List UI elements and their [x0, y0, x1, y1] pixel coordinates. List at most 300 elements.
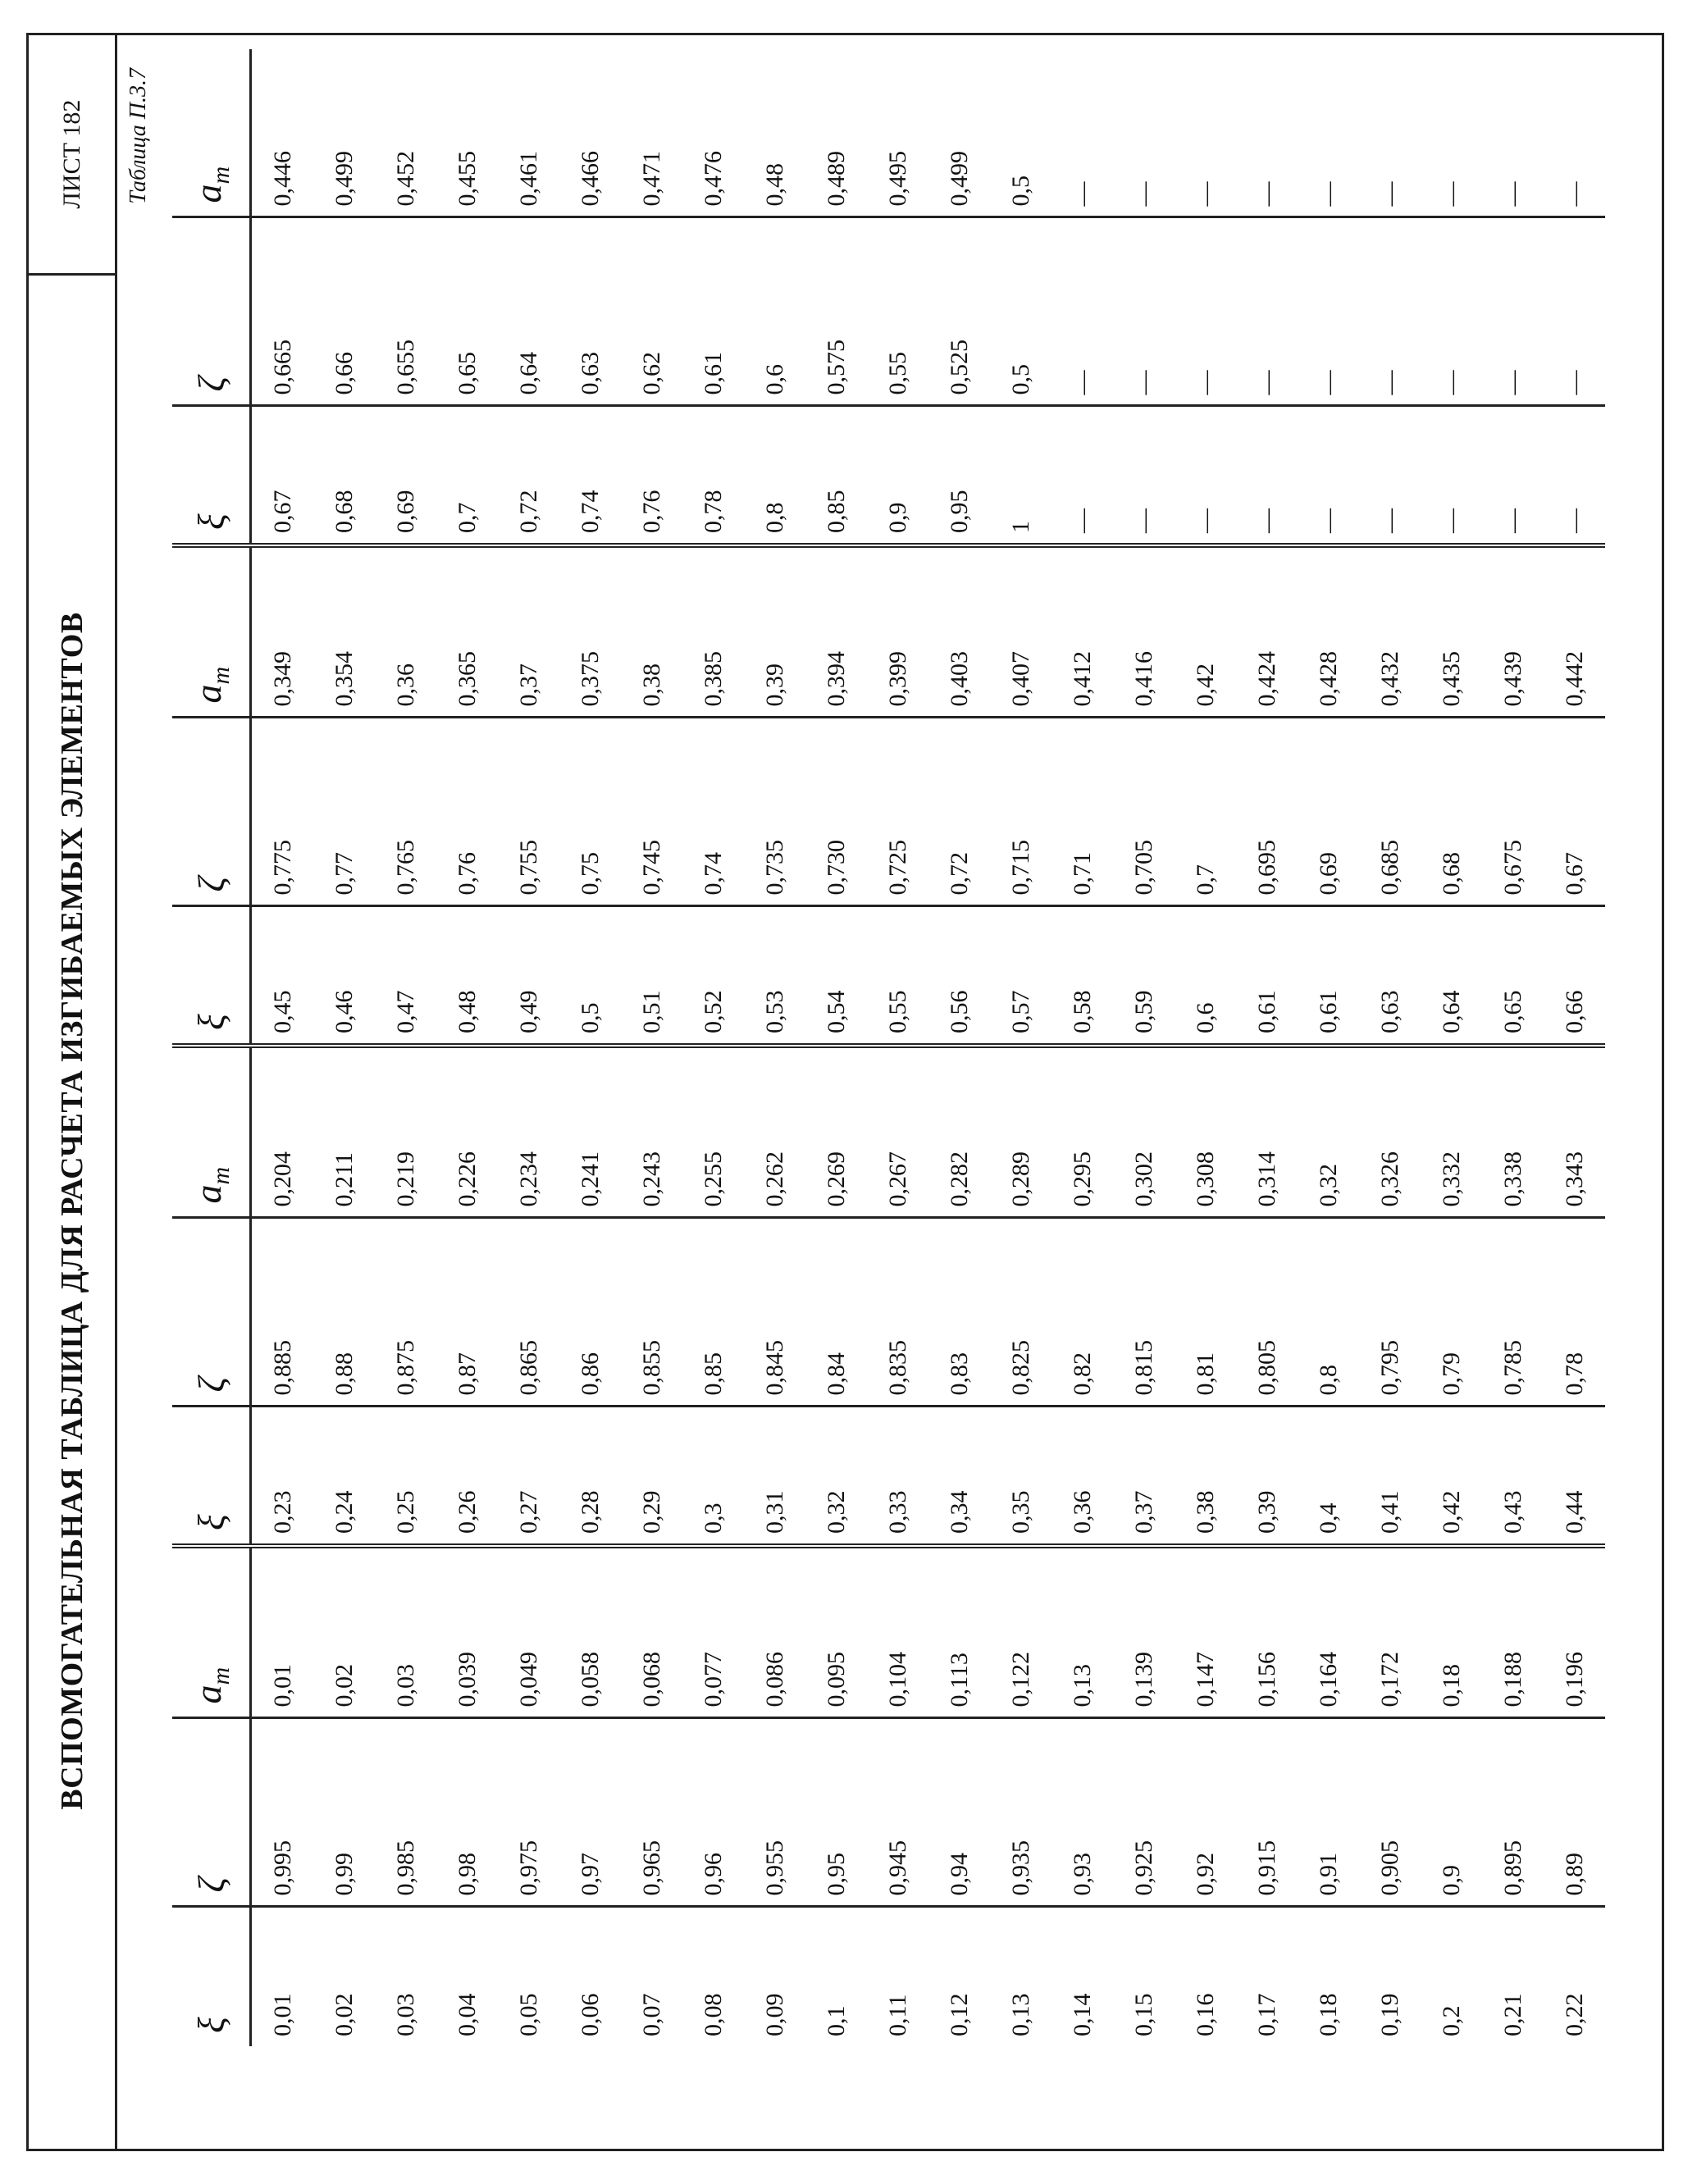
- table-cell: 0,825: [990, 1218, 1052, 1407]
- table-cell: 0,47: [375, 906, 436, 1046]
- table-cell: 0,92: [1175, 1718, 1236, 1907]
- table-cell: 0,452: [375, 49, 436, 217]
- table-cell: 0,815: [1113, 1218, 1175, 1407]
- table-cell: 0,156: [1236, 1546, 1298, 1718]
- table-cell: —: [1236, 406, 1298, 545]
- header-am-letter: a: [186, 684, 229, 704]
- table-row: [805, 49, 867, 2046]
- table-row: [498, 49, 559, 2046]
- table-cell: 0,435: [1421, 545, 1482, 718]
- table-cell: 0,37: [1113, 1407, 1175, 1546]
- header-am-subscript: m: [208, 666, 235, 685]
- table-cell: 0,81: [1175, 1218, 1236, 1407]
- table-cell: 0,61: [1236, 906, 1298, 1046]
- table-cell: 0,49: [498, 906, 559, 1046]
- table-cell: 0,9: [1421, 1718, 1482, 1907]
- table-row: [559, 49, 621, 2046]
- table-cell: 0,36: [1052, 1407, 1113, 1546]
- table-cell: 0,21: [1499, 1993, 1526, 2036]
- table-cell: 0,442: [1544, 545, 1605, 718]
- table-cell: —: [1175, 217, 1236, 406]
- table-cell: 0,76: [621, 406, 682, 545]
- table-cell: 0,98: [436, 1718, 498, 1907]
- table-cell: 0,269: [805, 1046, 867, 1218]
- table-cell: —: [1544, 217, 1605, 406]
- table-row: [621, 49, 682, 2046]
- table-cell: 0,03: [375, 1546, 436, 1718]
- table-row: [1421, 49, 1482, 2046]
- table-cell: 0,695: [1236, 718, 1298, 906]
- table-cell: 0,48: [436, 906, 498, 1046]
- table-cell: 0,805: [1236, 1218, 1298, 1407]
- table-cell: 0,343: [1544, 1046, 1605, 1218]
- table-cell: 0,87: [436, 1218, 498, 1407]
- table-cell: 0,91: [1298, 1718, 1359, 1907]
- table-cell: 0,01: [268, 1993, 296, 2036]
- table-cell: —: [1236, 217, 1298, 406]
- table-cell: 0,75: [559, 718, 621, 906]
- table-cell: 0,354: [313, 545, 375, 718]
- table-cell: 0,915: [1236, 1718, 1298, 1907]
- table-cell: 0,41: [1359, 1407, 1421, 1546]
- table-cell: 0,289: [990, 1046, 1052, 1218]
- table-cell: 0,72: [498, 406, 559, 545]
- table-cell: 0,349: [251, 545, 314, 718]
- table-row: [1482, 49, 1544, 2046]
- table-cell: 0,267: [867, 1046, 928, 1218]
- table-cell: 0,139: [1113, 1546, 1175, 1718]
- table-cell: 0,69: [1298, 718, 1359, 906]
- table-cell: 0,65: [436, 217, 498, 406]
- table-cell: 0,19: [1375, 1993, 1403, 2036]
- table-cell: 0,38: [1175, 1407, 1236, 1546]
- table-cell: 0,74: [682, 718, 744, 906]
- table-cell: 0,905: [1359, 1718, 1421, 1907]
- table-row: [682, 49, 744, 2046]
- table-cell: 0,34: [928, 1407, 990, 1546]
- table-cell: 0,7: [1175, 718, 1236, 906]
- table-cell: 0,07: [637, 1993, 665, 2036]
- table-cell: —: [1298, 217, 1359, 406]
- table-cell: 0,18: [1314, 1993, 1342, 2036]
- table-cell: 0,399: [867, 545, 928, 718]
- table-cell: 0,2: [1437, 2005, 1465, 2036]
- header-am: [172, 1546, 251, 1718]
- table-cell: 0,365: [436, 545, 498, 718]
- table-cell: 0,655: [375, 217, 436, 406]
- table-cell: 0,16: [1191, 1993, 1219, 2036]
- table-cell: 0,46: [313, 906, 375, 1046]
- table-cell: 0,068: [621, 1546, 682, 1718]
- table-cell: 0,332: [1421, 1046, 1482, 1218]
- table-cell: 0,54: [805, 906, 867, 1046]
- table-cell: —: [1236, 49, 1298, 217]
- table-cell: 0,241: [559, 1046, 621, 1218]
- table-cell: 0,79: [1421, 1218, 1482, 1407]
- table-cell: 0,71: [1052, 718, 1113, 906]
- table-cell: 0,17: [1252, 1993, 1280, 2036]
- table-cell: 0,575: [805, 217, 867, 406]
- table-cell: 0,219: [375, 1046, 436, 1218]
- table-cell: 0,725: [867, 718, 928, 906]
- table-cell: 0,995: [251, 1718, 314, 1907]
- table-cell: 0,077: [682, 1546, 744, 1718]
- table-cell: 0,85: [682, 1218, 744, 1407]
- table-cell: 0,83: [928, 1218, 990, 1407]
- table-cell: 0,234: [498, 1046, 559, 1218]
- table-cell: 0,64: [498, 217, 559, 406]
- table-cell: 0,03: [391, 1993, 419, 2036]
- table-cell: 0,965: [621, 1718, 682, 1907]
- table-cell: 0,55: [867, 217, 928, 406]
- table-cell: 0,855: [621, 1218, 682, 1407]
- table-row: [375, 49, 436, 2046]
- table-row: [1236, 49, 1298, 2046]
- header-zeta: ζ: [172, 217, 251, 406]
- table-cell: 0,06: [576, 1993, 604, 2036]
- table-cell: 0,65: [1482, 906, 1544, 1046]
- header-am: [172, 1046, 251, 1218]
- table-cell: 0,499: [928, 49, 990, 217]
- table-cell: 0,63: [1359, 906, 1421, 1046]
- table-cell: 0,93: [1052, 1718, 1113, 1907]
- table-cell: 0,67: [1544, 718, 1605, 906]
- table-cell: 0,23: [251, 1407, 314, 1546]
- table-cell: 0,39: [1236, 1407, 1298, 1546]
- table-row: [928, 49, 990, 2046]
- table-cell: 0,89: [1544, 1718, 1605, 1907]
- table-row: [990, 49, 1052, 2046]
- table-cell: —: [1298, 49, 1359, 217]
- table-cell: 0,7: [436, 406, 498, 545]
- table-cell: —: [1421, 49, 1482, 217]
- table-row: [1359, 49, 1421, 2046]
- table-cell: 0,8: [744, 406, 805, 545]
- table-row: [1113, 49, 1175, 2046]
- table-cell: 0,428: [1298, 545, 1359, 718]
- table-cell: —: [1482, 217, 1544, 406]
- table-cell: 0,314: [1236, 1046, 1298, 1218]
- header-band: [29, 35, 117, 2149]
- table-cell: 0,476: [682, 49, 744, 217]
- header-zeta: ζ: [172, 1218, 251, 1407]
- table-cell: 0,755: [498, 718, 559, 906]
- table-cell: 0,25: [375, 1407, 436, 1546]
- table-cell: 0,5: [990, 49, 1052, 217]
- table-cell: —: [1359, 217, 1421, 406]
- table-row: [744, 49, 805, 2046]
- table-cell: 0,058: [559, 1546, 621, 1718]
- table-cell: 0,196: [1544, 1546, 1605, 1718]
- table-cell: 0,471: [621, 49, 682, 217]
- table-cell: 0,56: [928, 906, 990, 1046]
- table-cell: 0,407: [990, 545, 1052, 718]
- table-cell: 0,78: [682, 406, 744, 545]
- page-frame: [26, 33, 1664, 2151]
- table-cell: 0,495: [867, 49, 928, 217]
- header-xi: ξ: [172, 1907, 251, 2046]
- table-cell: 0,64: [1421, 906, 1482, 1046]
- header-am-letter: a: [186, 1184, 229, 1204]
- table-cell: 0,31: [744, 1407, 805, 1546]
- table-cell: 0,489: [805, 49, 867, 217]
- table-cell: 0,6: [744, 217, 805, 406]
- table-cell: 0,11: [883, 1994, 911, 2036]
- table-cell: 0,835: [867, 1218, 928, 1407]
- table-cell: 0,226: [436, 1046, 498, 1218]
- table-cell: 0,82: [1052, 1218, 1113, 1407]
- table-cell: 0,38: [621, 545, 682, 718]
- table-cell: 0,095: [805, 1546, 867, 1718]
- table-cell: —: [1052, 49, 1113, 217]
- table-cell: 0,935: [990, 1718, 1052, 1907]
- header-xi: ξ: [172, 406, 251, 545]
- table-cell: 0,36: [375, 545, 436, 718]
- table-cell: 0,78: [1544, 1218, 1605, 1407]
- header-zeta: ζ: [172, 718, 251, 906]
- table-cell: 0,104: [867, 1546, 928, 1718]
- table-cell: 0,204: [251, 1046, 314, 1218]
- table-cell: 0,37: [498, 545, 559, 718]
- header-am-letter: a: [186, 1685, 229, 1704]
- page-title: ВСПОМОГАТЕЛЬНАЯ ТАБЛИЦА ДЛЯ РАСЧЕТА ИЗГИБАЕМЫХ ЭЛЕМЕНТОВ: [54, 612, 89, 1810]
- table-cell: —: [1359, 49, 1421, 217]
- table-cell: 0,5: [990, 217, 1052, 406]
- table-cell: 0,55: [867, 906, 928, 1046]
- table-cell: 0,12: [945, 1993, 973, 2036]
- header-xi: ξ: [172, 906, 251, 1046]
- table-cell: 0,66: [313, 217, 375, 406]
- table-cell: —: [1544, 49, 1605, 217]
- table-cell: —: [1544, 406, 1605, 545]
- table-cell: 0,385: [682, 545, 744, 718]
- table-cell: 0,416: [1113, 545, 1175, 718]
- table-cell: 0,955: [744, 1718, 805, 1907]
- table-cell: 0,76: [436, 718, 498, 906]
- sheet-number: ЛИСТ 182: [29, 35, 115, 276]
- table-cell: 0,13: [1006, 1993, 1034, 2036]
- table-cell: 0,01: [251, 1546, 314, 1718]
- table-cell: 0,32: [805, 1407, 867, 1546]
- table-cell: 0,466: [559, 49, 621, 217]
- header-row: [172, 49, 251, 2046]
- header-xi: ξ: [172, 1407, 251, 1546]
- table-cell: 0,975: [498, 1718, 559, 1907]
- table-cell: 0,122: [990, 1546, 1052, 1718]
- table-cell: 0,675: [1482, 718, 1544, 906]
- table-cell: 0,665: [251, 217, 314, 406]
- table-cell: 0,95: [805, 1718, 867, 1907]
- table-cell: 0,04: [453, 1993, 481, 2036]
- table-cell: 0,66: [1544, 906, 1605, 1046]
- table-cell: 0,188: [1482, 1546, 1544, 1718]
- table-cell: 0,13: [1052, 1546, 1113, 1718]
- header-am-subscript: m: [208, 1666, 235, 1685]
- table-body: [251, 49, 1606, 2046]
- table-row: [313, 49, 375, 2046]
- table-cell: 0,338: [1482, 1046, 1544, 1218]
- table-cell: 0,67: [251, 406, 314, 545]
- table-cell: 0,86: [559, 1218, 621, 1407]
- table-label: Таблица П.3.7: [125, 68, 151, 204]
- table-row: [1175, 49, 1236, 2046]
- table-cell: —: [1113, 217, 1175, 406]
- table-cell: 0,68: [313, 406, 375, 545]
- table-cell: 0,8: [1298, 1218, 1359, 1407]
- table-cell: 0,745: [621, 718, 682, 906]
- table-cell: 0,765: [375, 718, 436, 906]
- table-cell: 0,94: [928, 1718, 990, 1907]
- table-row: [1298, 49, 1359, 2046]
- table-cell: 0,69: [375, 406, 436, 545]
- table-cell: —: [1113, 406, 1175, 545]
- table-cell: —: [1421, 217, 1482, 406]
- table-row: [1544, 49, 1605, 2046]
- table-cell: 0,6: [1175, 906, 1236, 1046]
- table-cell: 0,925: [1113, 1718, 1175, 1907]
- table-cell: 0,22: [1560, 1993, 1588, 2036]
- table-cell: 0,375: [559, 545, 621, 718]
- table-cell: 0,52: [682, 906, 744, 1046]
- table-cell: 0,525: [928, 217, 990, 406]
- table-cell: 0,326: [1359, 1046, 1421, 1218]
- table-cell: —: [1052, 217, 1113, 406]
- header-am-subscript: m: [208, 166, 235, 185]
- table-cell: 0,51: [621, 906, 682, 1046]
- table-cell: 0,99: [313, 1718, 375, 1907]
- table-cell: 0,84: [805, 1218, 867, 1407]
- table-cell: 0,85: [805, 406, 867, 545]
- table-cell: 0,57: [990, 906, 1052, 1046]
- table-cell: 0,4: [1298, 1407, 1359, 1546]
- table-cell: 0,455: [436, 49, 498, 217]
- table-cell: 0,9: [867, 406, 928, 545]
- table-cell: 0,88: [313, 1218, 375, 1407]
- table-cell: 0,302: [1113, 1046, 1175, 1218]
- table-cell: 0,211: [313, 1046, 375, 1218]
- table-cell: 0,685: [1359, 718, 1421, 906]
- table-cell: 0,499: [313, 49, 375, 217]
- header-zeta: ζ: [172, 1718, 251, 1907]
- table-row: [251, 49, 314, 2046]
- table-cell: 0,02: [330, 1993, 358, 2036]
- table-cell: 0,96: [682, 1718, 744, 1907]
- table-cell: —: [1482, 406, 1544, 545]
- table-cell: 0,164: [1298, 1546, 1359, 1718]
- table-cell: —: [1482, 49, 1544, 217]
- table-cell: 0,1: [822, 2005, 850, 2036]
- table-cell: 0,02: [313, 1546, 375, 1718]
- table-cell: 0,62: [621, 217, 682, 406]
- table-cell: 0,262: [744, 1046, 805, 1218]
- table-cell: 0,08: [699, 1993, 727, 2036]
- table-cell: 0,28: [559, 1407, 621, 1546]
- table-cell: —: [1298, 406, 1359, 545]
- table-cell: 0,243: [621, 1046, 682, 1218]
- table-cell: 0,845: [744, 1218, 805, 1407]
- table-cell: 0,61: [682, 217, 744, 406]
- table-cell: —: [1052, 406, 1113, 545]
- table-cell: 0,049: [498, 1546, 559, 1718]
- table-row: [436, 49, 498, 2046]
- table-cell: 0,44: [1544, 1407, 1605, 1546]
- table-cell: 0,5: [559, 906, 621, 1046]
- table-cell: —: [1113, 49, 1175, 217]
- table-cell: 0,15: [1129, 1993, 1157, 2036]
- table-cell: —: [1359, 406, 1421, 545]
- table-cell: 0,53: [744, 906, 805, 1046]
- table-cell: 0,43: [1482, 1407, 1544, 1546]
- table-cell: 0,039: [436, 1546, 498, 1718]
- table-row: [1052, 49, 1113, 2046]
- table-cell: 0,147: [1175, 1546, 1236, 1718]
- table-cell: 0,58: [1052, 906, 1113, 1046]
- table-cell: —: [1175, 49, 1236, 217]
- table-cell: 0,945: [867, 1718, 928, 1907]
- table-cell: 0,18: [1421, 1546, 1482, 1718]
- table-cell: 0,895: [1482, 1718, 1544, 1907]
- table-cell: 0,05: [514, 1993, 542, 2036]
- table-cell: 0,09: [760, 1993, 788, 2036]
- table-cell: 0,255: [682, 1046, 744, 1218]
- table-cell: 0,461: [498, 49, 559, 217]
- table-cell: 0,63: [559, 217, 621, 406]
- header-am-letter: a: [186, 184, 229, 203]
- table-cell: —: [1175, 406, 1236, 545]
- table-cell: 0,42: [1175, 545, 1236, 718]
- table-cell: 0,394: [805, 545, 867, 718]
- table-cell: 0,172: [1359, 1546, 1421, 1718]
- table-cell: 0,24: [313, 1407, 375, 1546]
- table-cell: 0,68: [1421, 718, 1482, 906]
- table-cell: 0,086: [744, 1546, 805, 1718]
- table-cell: 0,95: [928, 406, 990, 545]
- table-cell: 0,282: [928, 1046, 990, 1218]
- table-cell: 0,295: [1052, 1046, 1113, 1218]
- data-table: [172, 49, 1605, 2046]
- table-cell: 0,715: [990, 718, 1052, 906]
- table-cell: 0,730: [805, 718, 867, 906]
- table-cell: 0,77: [313, 718, 375, 906]
- header-am: [172, 49, 251, 217]
- table-cell: 0,39: [744, 545, 805, 718]
- table-cell: 0,59: [1113, 906, 1175, 1046]
- table-cell: 0,875: [375, 1218, 436, 1407]
- table-cell: 0,74: [559, 406, 621, 545]
- table-cell: 0,32: [1298, 1046, 1359, 1218]
- table-cell: 0,35: [990, 1407, 1052, 1546]
- table-cell: 0,424: [1236, 545, 1298, 718]
- table-cell: 0,97: [559, 1718, 621, 1907]
- table-cell: 0,705: [1113, 718, 1175, 906]
- table-cell: 0,439: [1482, 545, 1544, 718]
- table-row: [867, 49, 928, 2046]
- table-cell: 0,14: [1068, 1993, 1096, 2036]
- table-cell: 0,29: [621, 1407, 682, 1546]
- table-cell: 1: [990, 406, 1052, 545]
- table-cell: 0,26: [436, 1407, 498, 1546]
- table-cell: 0,785: [1482, 1218, 1544, 1407]
- header-am-subscript: m: [208, 1166, 235, 1185]
- table-cell: 0,61: [1298, 906, 1359, 1046]
- table-cell: 0,27: [498, 1407, 559, 1546]
- table-cell: 0,735: [744, 718, 805, 906]
- table-cell: 0,432: [1359, 545, 1421, 718]
- table-cell: 0,72: [928, 718, 990, 906]
- table-cell: 0,33: [867, 1407, 928, 1546]
- table-cell: 0,985: [375, 1718, 436, 1907]
- table-cell: 0,403: [928, 545, 990, 718]
